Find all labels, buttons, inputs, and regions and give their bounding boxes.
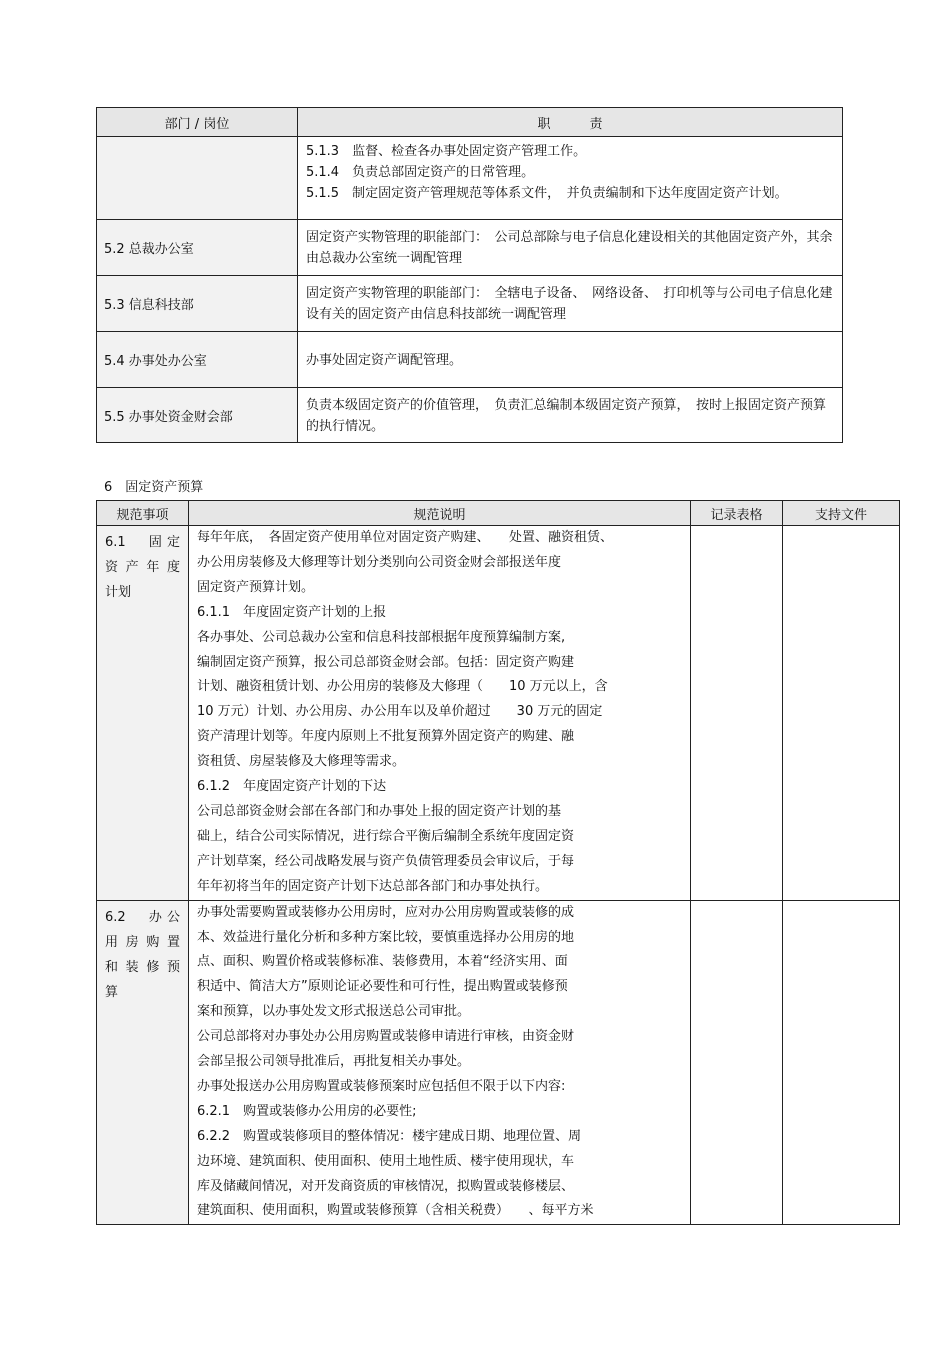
table-row (97, 220, 843, 276)
doc-cell (783, 900, 900, 1225)
table-row (97, 332, 843, 388)
desc-line: 库及储藏间情况，对开发商资质的审核情况，拟购置或装修楼层、 (197, 1178, 575, 1194)
desc-cell (189, 526, 691, 901)
desc-line: 各办事处、公司总裁办公室和信息科技部根据年度预算编制方案, (197, 629, 566, 645)
desc-line: 年年初将当年的固定资产计划下达总部各部门和办事处执行。 (197, 878, 549, 894)
desc-line: 边环境、建筑面积、使用面积、使用土地性质、楼宇使用现状，车 (197, 1153, 575, 1169)
header-form: 记录表格 (691, 501, 783, 526)
duty-cell (298, 137, 843, 220)
table-row (97, 526, 900, 901)
item-line: 算 (105, 984, 119, 1000)
desc-line: 会部呈报公司领导批准后，再批复相关办事处。 (197, 1054, 471, 1070)
header-item: 规范事项 (97, 501, 189, 526)
dept-cell: 5.5 办事处资金财会部 (97, 388, 298, 443)
table-row (97, 388, 843, 443)
desc-line: 本、效益进行量化分析和多种方案比较，要慎重选择办公用房的地 (197, 929, 575, 945)
item-cell (97, 900, 189, 1225)
desc-line: 编制固定资产预算，报公司总部资金财会部。包括：固定资产购建 (197, 654, 575, 670)
desc-line: 建筑面积、使用面积，购置或装修预算（含相关税费） 、每平方米 (197, 1203, 594, 1219)
form-cell (691, 526, 783, 901)
dept-cell: 5.4 办事处办公室 (97, 332, 298, 388)
desc-line: 办事处需要购置或装修办公用房时，应对办公用房购置或装修的成 (197, 904, 575, 920)
desc-line: 6.2.2 购置或装修项目的整体情况：楼宇建成日期、地理位置、周 (197, 1128, 582, 1144)
duty-cell (298, 276, 843, 332)
desc-lines (197, 901, 682, 1225)
responsibility-table (96, 107, 843, 443)
doc-cell (783, 526, 900, 901)
dept-cell: 5.2 总裁办公室 (97, 220, 298, 276)
desc-line: 资租赁、房屋装修及大修理等需求。 (197, 754, 406, 770)
desc-line: 固定资产预算计划。 (197, 579, 315, 595)
desc-line: 6.2.1 购置或装修办公用房的必要性; (197, 1103, 417, 1119)
duty-line: 5.1.5 制定固定资产管理规范等体系文件， 并负责编制和下达年度固定资产计划。 (306, 186, 788, 201)
dept-cell (97, 137, 298, 220)
desc-line: 资产清理计划等。年度内原则上不批复预算外固定资产的购建、融 (197, 729, 575, 745)
desc-lines (197, 526, 682, 900)
header-desc: 规范说明 (189, 501, 691, 526)
desc-line: 6.1.1 年度固定资产计划的上报 (197, 604, 387, 620)
duty-line: 负责本级固定资产的价值管理， 负责汇总编制本级固定资产预算， 按时上报固定资产预算的执行情况。 (306, 397, 827, 434)
dept-cell: 5.3 信息科技部 (97, 276, 298, 332)
item-line: 资产年度 (105, 560, 180, 575)
desc-line: 计划、融资租赁计划、办公用房的装修及大修理（ 10 万元以上，含 (197, 679, 608, 695)
table-row (97, 137, 843, 220)
desc-line: 办公用房装修及大修理等计划分类别向公司资金财会部报送年度 (197, 554, 562, 570)
duty-line: 固定资产实物管理的职能部门： 公司总部除与电子信息化建设相关的其他固定资产外，其余由总裁办公室统一调配管理 (306, 230, 833, 266)
item-line: 计划 (105, 585, 132, 600)
table-row (97, 900, 900, 1225)
section-heading: 6 固定资产预算 (104, 480, 204, 495)
header-doc: 支持文件 (783, 501, 900, 526)
duty-cell (298, 332, 843, 388)
item-line: 6.1 固定 (105, 535, 180, 550)
desc-line: 办事处报送办公用房购置或装修预案时应包括但不限于以下内容: (197, 1078, 566, 1094)
desc-line: 公司总部资金财会部在各部门和办事处上报的固定资产计划的基 (197, 803, 562, 819)
desc-line: 6.1.2 年度固定资产计划的下达 (197, 779, 387, 795)
desc-line: 点、面积、购置价格或装修标准、装修费用，本着“经济实用、面 (197, 954, 568, 970)
desc-line: 积适中、简洁大方”原则论证必要性和可行性，提出购置或装修预 (197, 979, 568, 995)
form-cell (691, 900, 783, 1225)
desc-line: 产计划草案，经公司战略发展与资产负债管理委员会审议后，于每 (197, 853, 575, 869)
duty-cell (298, 388, 843, 443)
duty-line: 5.1.4 负责总部固定资产的日常管理。 (306, 165, 535, 180)
table-header-row (97, 501, 900, 526)
item-cell (97, 526, 189, 901)
budget-spec-table (96, 500, 900, 1225)
duty-line: 5.1.3 监督、检查各办事处固定资产管理工作。 (306, 144, 587, 159)
duty-cell (298, 220, 843, 276)
table-row (97, 276, 843, 332)
duty-line: 固定资产实物管理的职能部门： 全辖电子设备、 网络设备、 打印机等与公司电子信息化建设有关的固定资产由信息科技部统一调配管理 (306, 286, 833, 322)
item-line: 6.2 办公 (105, 909, 180, 925)
header-duty: 职 责 (298, 108, 843, 137)
header-dept: 部门 / 岗位 (97, 108, 298, 137)
desc-line: 案和预算，以办事处发文形式报送总公司审批。 (197, 1004, 471, 1020)
item-line: 和装修预 (105, 959, 180, 975)
desc-line: 公司总部将对办事处办公用房购置或装修申请进行审核，由资金财 (197, 1029, 575, 1045)
desc-line: 础上，结合公司实际情况，进行综合平衡后编制全系统年度固定资 (197, 828, 575, 844)
duty-line: 办事处固定资产调配管理。 (306, 352, 463, 368)
desc-cell (189, 900, 691, 1225)
desc-line: 10 万元）计划、办公用房、办公用车以及单价超过 30 万元的固定 (197, 704, 603, 720)
table-header-row (97, 108, 843, 137)
desc-line: 每年年底， 各固定资产使用单位对固定资产购建、 处置、融资租赁、 (197, 530, 614, 545)
item-line: 用房购置 (105, 934, 180, 950)
